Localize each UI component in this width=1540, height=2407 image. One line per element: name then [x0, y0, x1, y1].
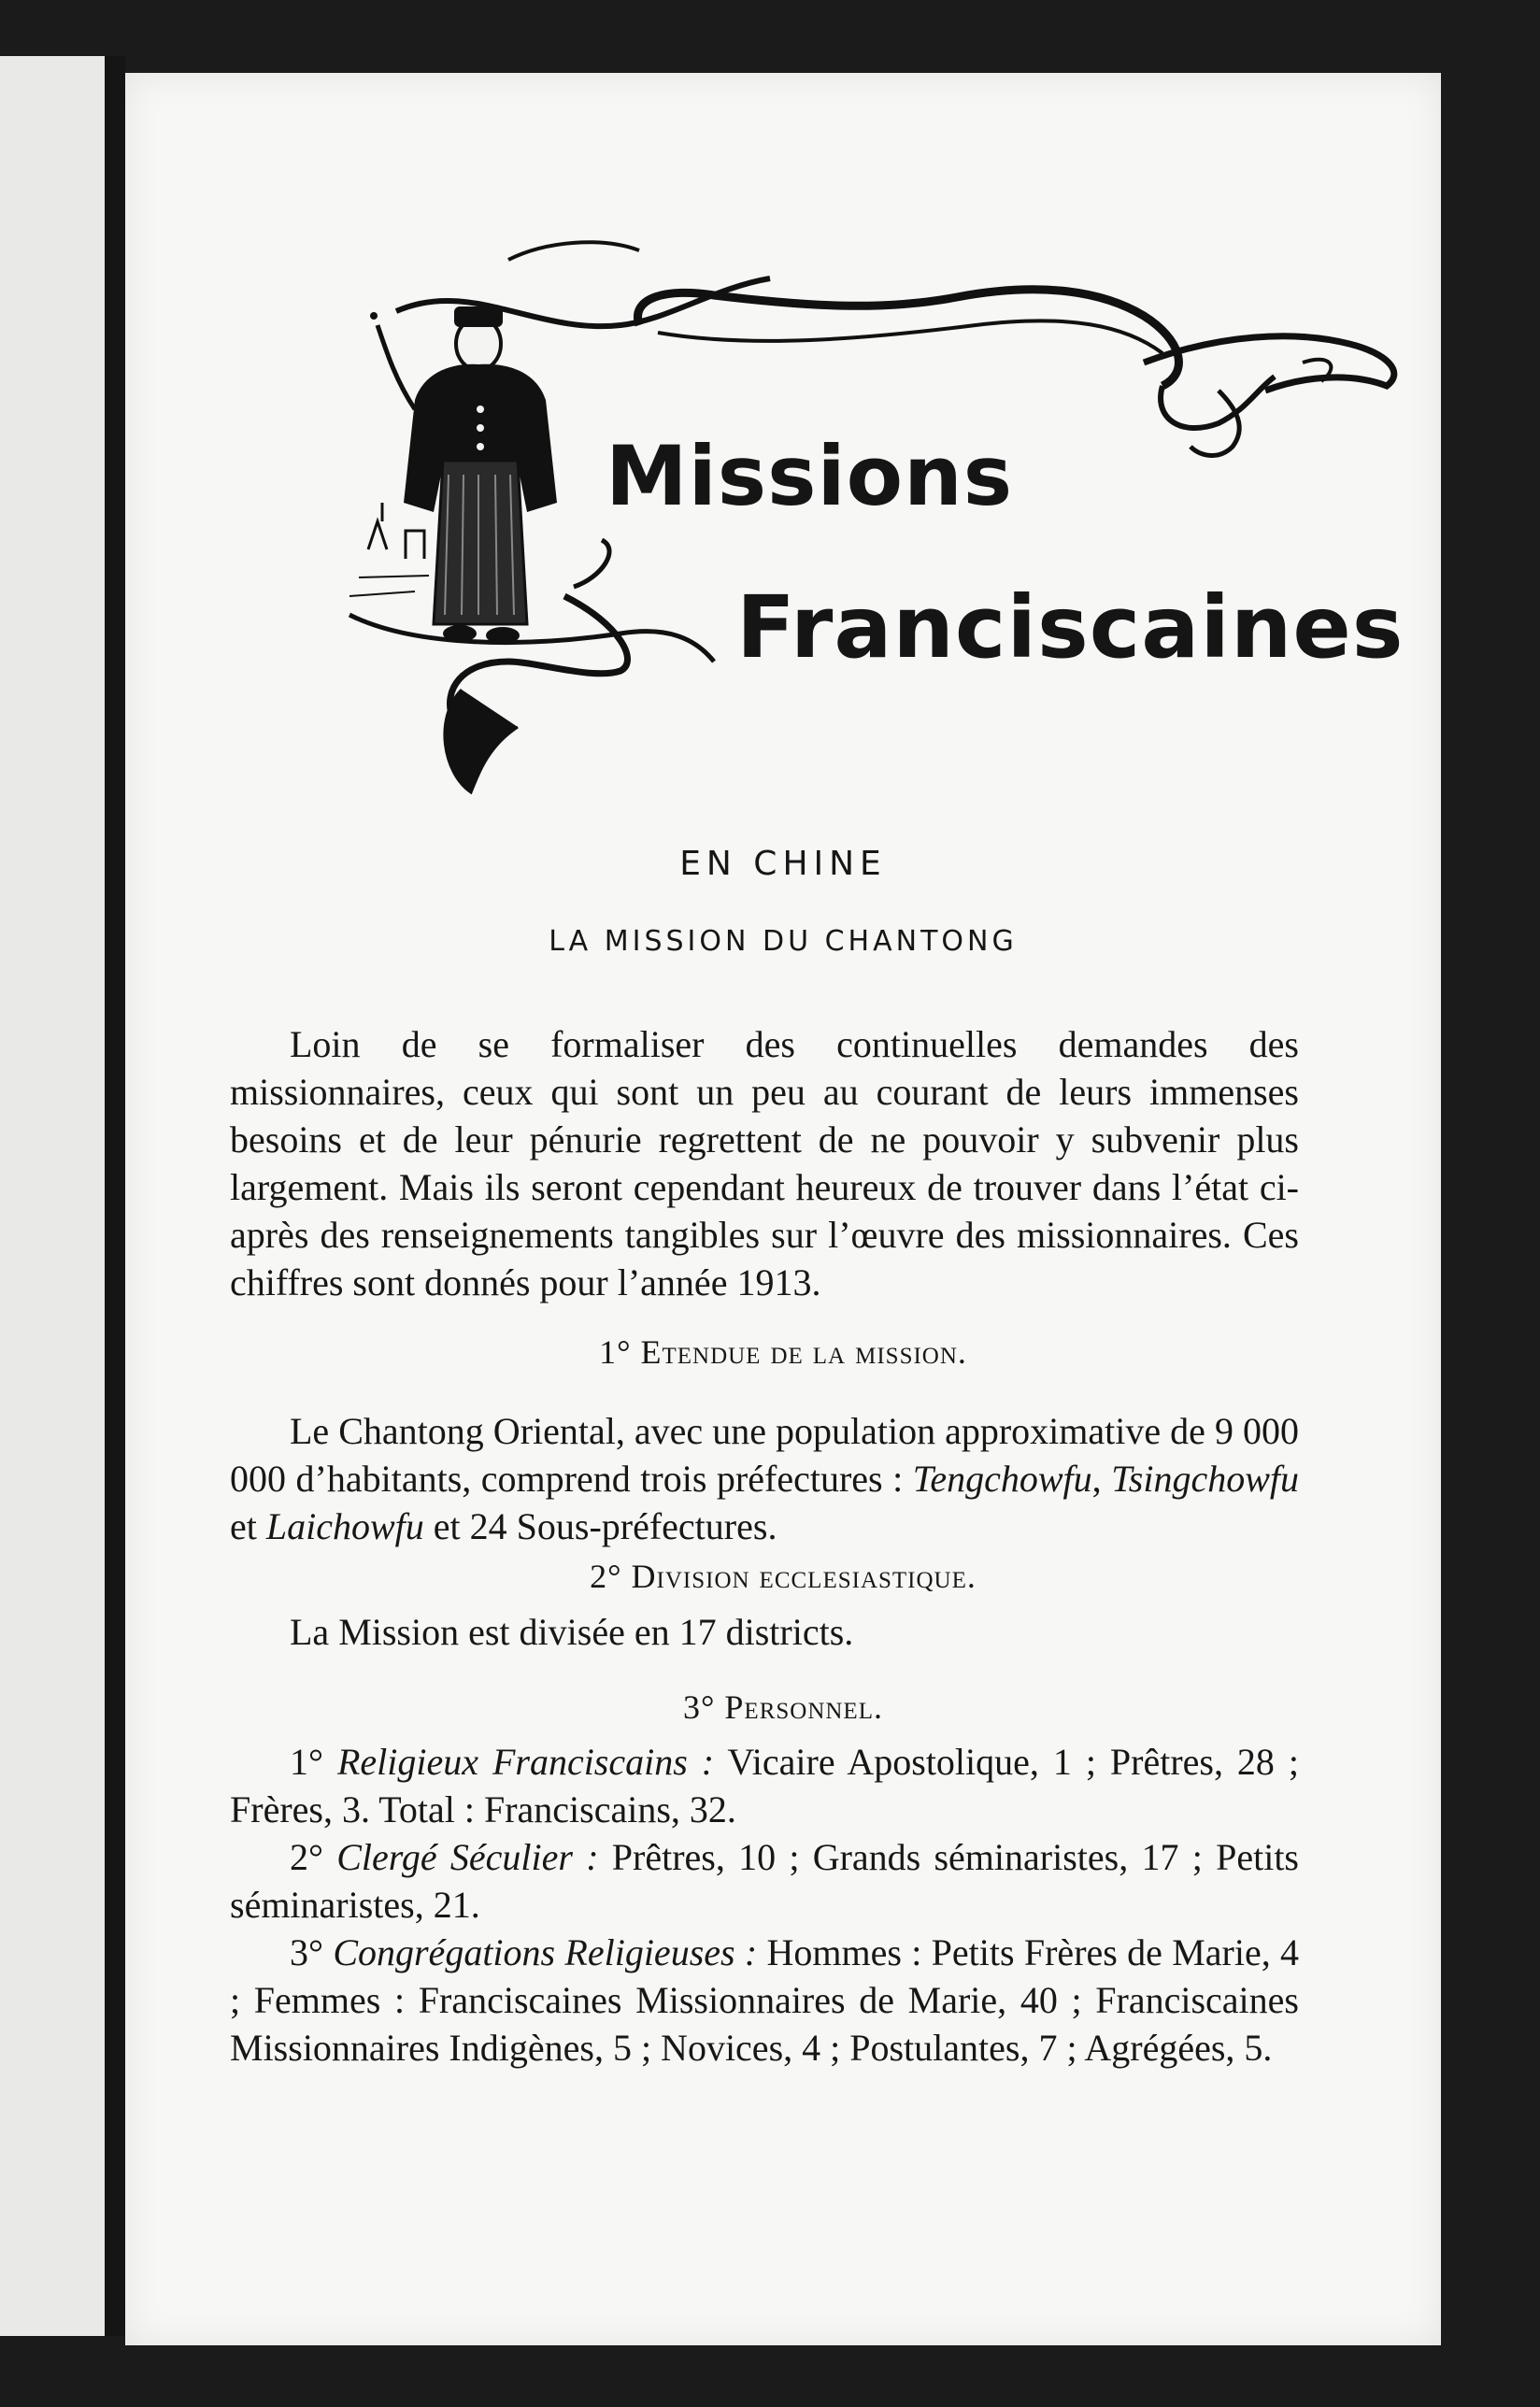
section-2-paragraph: [230, 1608, 1299, 1656]
subheading-mission: LA MISSION DU CHANTONG: [549, 925, 1018, 958]
intro-paragraph: [230, 1020, 1299, 1306]
heading-en-chine: EN CHINE: [679, 845, 887, 883]
title-franciscaines: Franciscaines: [736, 577, 1405, 677]
book-gutter: [105, 56, 125, 2336]
personnel-item-2: 2° Clergé Séculier : Prêtres, 10 ; Grands séminaristes, 17 ; Petits séminaristes, 21.: [230, 1836, 1299, 1926]
section-1-paragraph: [230, 1407, 1299, 1550]
section-2-title: 2° Division ecclesiastique.: [590, 1558, 977, 1595]
section-2-text: La Mission est divisée en 17 districts.: [290, 1611, 854, 1653]
book-page: [125, 73, 1441, 2345]
decorative-vignette: [228, 222, 1452, 830]
intro-text: Loin de se formaliser des continuelles demandes des missionnaires, ceux qui sont un peu au courant de leurs immenses besoins et de leur pénurie regrettent de ne pouvoir y subvenir plus largement. Mais ils seront cependant heureux de trouver dans l’état ci-après des renseignements tangibles sur l’œuvre des missionnaires. Ces chiffres sont donnés pour l’année 1913.: [230, 1023, 1299, 1303]
title-missions: Missions: [606, 428, 1014, 524]
section-3-title: 3° Personnel.: [683, 1688, 883, 1726]
personnel-list: [230, 1738, 1299, 2072]
section-1-title: 1° Etendue de la mission.: [599, 1333, 967, 1371]
personnel-item-1: 1° Religieux Franciscains : Vicaire Apostolique, 1 ; Prêtres, 28 ; Frères, 3. Total : Franciscains, 32.: [230, 1741, 1299, 1830]
previous-page-edge: [0, 56, 105, 2336]
personnel-item-3: 3° Congrégations Religieuses : Hommes : Petits Frères de Marie, 4 ; Femmes : Franciscaines Missionnaires de Marie, 40 ; Franciscaines Missionnaires Indigènes, 5 ; Novices, 4 ; Postulantes, 7 ; Agrégées, 5.: [230, 1931, 1300, 2069]
section-1-text: Le Chantong Oriental, avec une population approximative de 9 000 000 d’habitants, comprend trois préfectures : Tengchowfu, Tsingchowfu et Laichowfu et 24 Sous-préfectures.: [230, 1410, 1300, 1547]
